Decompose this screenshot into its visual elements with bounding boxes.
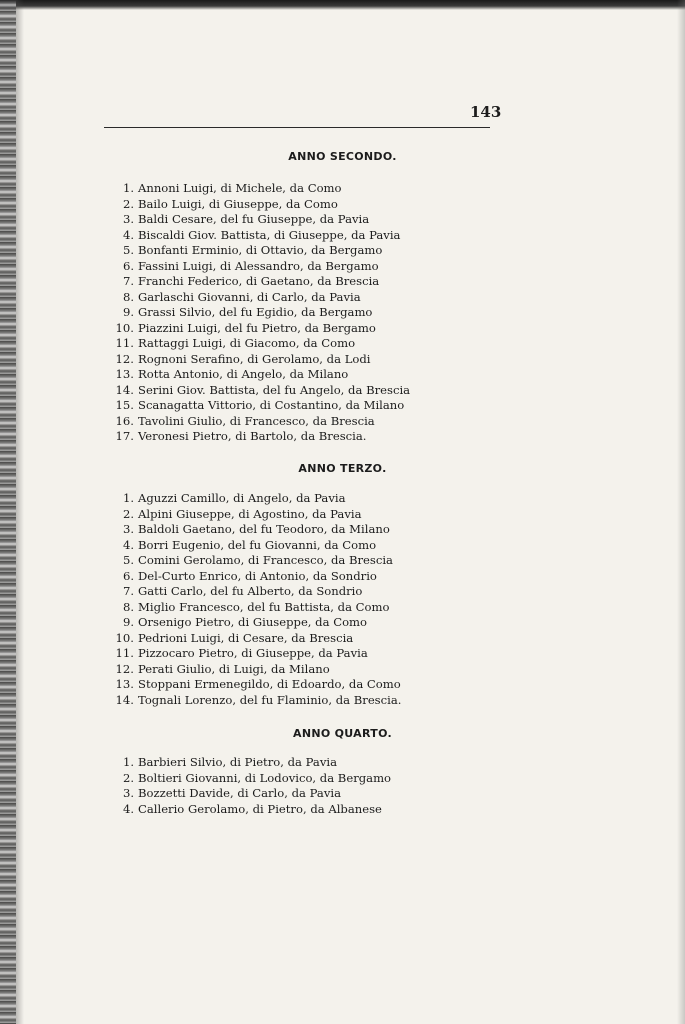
list-item: 10. Pedrioni Luigi, di Cesare, da Brescia (115, 630, 354, 645)
list-anno-secondo (104, 181, 410, 445)
list-item: 14. Serini Giov. Battista, del fu Angelo, da Brescia (115, 382, 411, 397)
section-heading-anno-secondo: ANNO SECONDO. (288, 150, 397, 163)
list-item: 8. Garlaschi Giovanni, di Carlo, da Pavia (122, 289, 361, 304)
list-item: 16. Tavolini Giulio, di Francesco, da Brescia (115, 413, 375, 428)
list-item: 3. Bozzetti Davide, di Carlo, da Pavia (122, 786, 341, 800)
list-item: 3. Baldoli Gaetano, del fu Teodoro, da Milano (122, 522, 390, 536)
list-item: 2. Boltieri Giovanni, di Lodovico, da Bergamo (122, 770, 392, 785)
page-top-edge (0, 0, 685, 10)
page-number: 143 (470, 103, 502, 121)
list-item: 9. Grassi Silvio, del fu Egidio, da Bergamo (122, 305, 373, 319)
list-item: 8. Miglio Francesco, del fu Battista, da Como (122, 599, 390, 614)
list-item: 1. Barbieri Silvio, di Pietro, da Pavia (122, 755, 337, 769)
list-item: 7. Gatti Carlo, del fu Alberto, da Sondrio (122, 584, 363, 598)
list-item: 5. Comini Gerolamo, di Francesco, da Brescia (122, 553, 393, 567)
list-item: 1. Aguzzi Camillo, di Angelo, da Pavia (122, 491, 346, 505)
list-item: 13. Rotta Antonio, di Angelo, da Milano (115, 367, 349, 381)
list-item: 10. Piazzini Luigi, del fu Pietro, da Bergamo (115, 320, 376, 335)
list-item: 4. Biscaldi Giov. Battista, di Giuseppe, da Pavia (122, 227, 401, 242)
list-item: 2. Alpini Giuseppe, di Agostino, da Pavia (122, 506, 362, 521)
list-item: 17. Veronesi Pietro, di Bartolo, da Brescia. (115, 429, 367, 443)
list-item: 4. Callerio Gerolamo, di Pietro, da Albanese (122, 801, 382, 816)
section-heading-anno-terzo: ANNO TERZO. (298, 462, 387, 475)
list-anno-quarto (104, 755, 391, 817)
list-item: 13. Stoppani Ermenegildo, di Edoardo, da Como (115, 677, 401, 691)
list-item: 2. Bailo Luigi, di Giuseppe, da Como (122, 196, 338, 211)
list-item: 7. Franchi Federico, di Gaetano, da Brescia (122, 274, 380, 288)
list-item: 12. Perati Giulio, di Luigi, da Milano (115, 661, 330, 676)
list-item: 11. Rattaggi Luigi, di Giacomo, da Como (115, 336, 356, 350)
list-item: 14. Tognali Lorenzo, del fu Flaminio, da Brescia. (115, 692, 402, 707)
header-rule (104, 127, 490, 128)
list-item: 9. Orsenigo Pietro, di Giuseppe, da Como (122, 615, 368, 629)
list-item: 15. Scanagatta Vittorio, di Costantino, da Milano (115, 398, 405, 412)
list-item: 6. Fassini Luigi, di Alessandro, da Bergamo (122, 258, 379, 273)
list-item: 4. Borri Eugenio, del fu Giovanni, da Como (122, 537, 377, 552)
list-item: 5. Bonfanti Erminio, di Ottavio, da Bergamo (122, 243, 383, 257)
list-item: 3. Baldi Cesare, del fu Giuseppe, da Pavia (122, 212, 370, 226)
list-anno-terzo (104, 491, 401, 708)
section-heading-anno-quarto: ANNO QUARTO. (293, 727, 392, 740)
list-item: 12. Rognoni Serafino, di Gerolamo, da Lodi (115, 351, 371, 366)
list-item: 11. Pizzocaro Pietro, di Giuseppe, da Pavia (115, 646, 368, 660)
list-item: 6. Del-Curto Enrico, di Antonio, da Sondrio (122, 568, 377, 583)
list-item: 1. Annoni Luigi, di Michele, da Como (122, 181, 342, 195)
